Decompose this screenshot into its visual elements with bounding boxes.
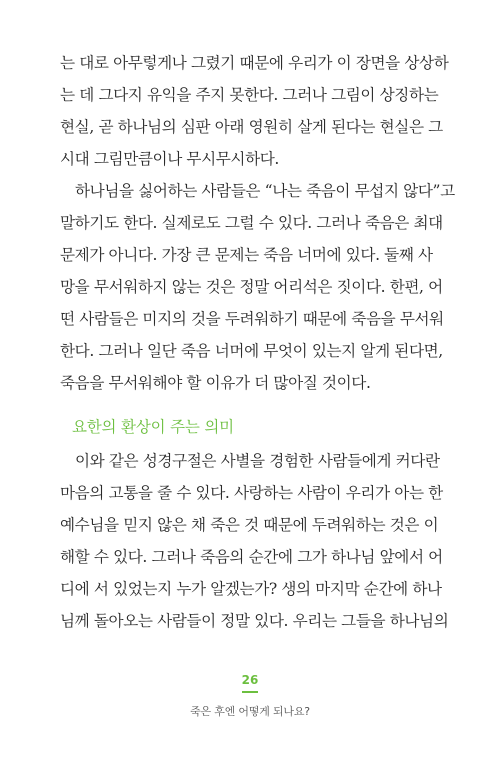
text-line: 시대 그림만큼이나 무시무시하다. bbox=[60, 150, 279, 168]
text-line: 해할 수 있다. 그러나 죽음의 순간에 그가 하나님 앞에서 어 bbox=[60, 548, 443, 566]
page-number-underline bbox=[242, 691, 258, 693]
text-line: 님께 돌아오는 사람들이 정말 있다. 우리는 그들을 하나님의 bbox=[60, 612, 449, 630]
text-line: 한다. 그러나 일단 죽음 너머에 무엇이 있는지 알게 된다면, bbox=[60, 342, 443, 360]
text-line: 는 데 그다지 유익을 주지 못한다. 그러나 그림이 상징하는 bbox=[60, 86, 439, 104]
body-text-block-1 bbox=[60, 47, 455, 399]
text-line: 죽음을 무서워해야 할 이유가 더 많아질 것이다. bbox=[60, 374, 371, 392]
text-line: 마음의 고통을 줄 수 있다. 사랑하는 사람이 우리가 아는 한 bbox=[60, 484, 443, 502]
text-line: 떤 사람들은 미지의 것을 두려워하기 때문에 죽음을 무서워 bbox=[60, 310, 444, 328]
text-line: 현실, 곧 하나님의 심판 아래 영원히 살게 된다는 현실은 그 bbox=[60, 118, 443, 136]
text-line: 하나님을 싫어하는 사람들은 “나는 죽음이 무섭지 않다”고 bbox=[75, 182, 455, 200]
text-line: 말하기도 한다. 실제로도 그럴 수 있다. 그러나 죽음은 최대 bbox=[60, 214, 443, 232]
running-footer-title: 죽은 후엔 어떻게 되나요? bbox=[190, 705, 310, 718]
text-line: 예수님을 믿지 않은 채 죽은 것 때문에 두려워하는 것은 이 bbox=[60, 516, 439, 534]
body-text-block-2 bbox=[60, 445, 450, 637]
text-line: 는 대로 아무렇게나 그렸기 때문에 우리가 이 장면을 상상하 bbox=[60, 54, 449, 72]
text-line: 이와 같은 성경구절은 사별을 경험한 사람들에게 커다란 bbox=[75, 452, 440, 470]
section-heading: 요한의 환상이 주는 의미 bbox=[72, 418, 234, 436]
text-line: 문제가 아니다. 가장 큰 문제는 죽음 너머에 있다. 둘째 사 bbox=[60, 246, 433, 264]
text-line: 디에 서 있었는지 누가 알겠는가? 생의 마지막 순간에 하나 bbox=[60, 580, 442, 598]
page-number: 26 bbox=[241, 673, 259, 687]
text-line: 망을 무서워하지 않는 것은 정말 어리석은 짓이다. 한편, 어 bbox=[60, 278, 443, 296]
